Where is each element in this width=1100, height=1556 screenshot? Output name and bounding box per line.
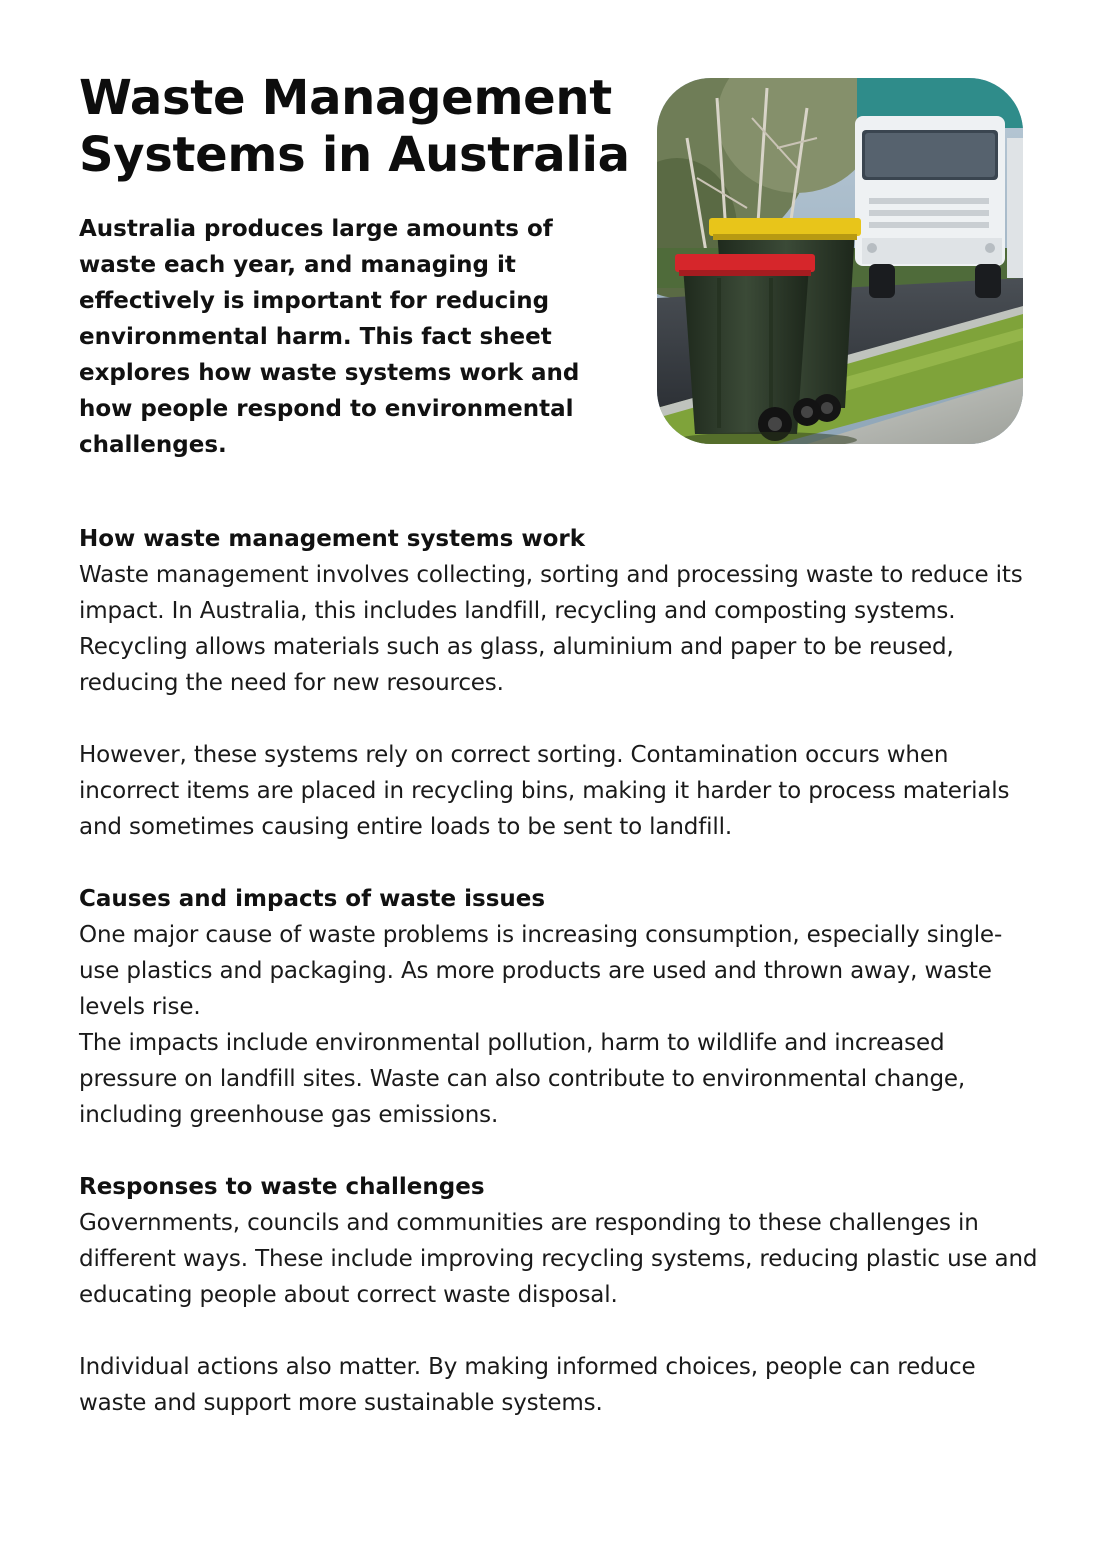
section-paragraph: The impacts include environmental pollution, harm to wildlife and increased pressure on landfill sites. Waste can also contribute to environmental change, including greenhouse gas emissions. <box>79 1030 966 1128</box>
bins-and-truck-photo <box>657 78 1023 444</box>
intro-paragraph: Australia produces large amounts of waste each year, and managing it effectively is important for reducing environmental harm. This fact sheet explores how waste systems work and how people respond to environmental challenges. <box>79 216 580 458</box>
page-title-line-2: Systems in Australia <box>79 127 630 183</box>
section-paragraph: Waste management involves collecting, sorting and processing waste to reduce its impact. In Australia, this includes landfill, recycling and composting systems. Recycling allows materials such as glass, aluminium and paper to be reused, reducing the need for new resources. <box>79 562 1023 696</box>
body-content <box>79 521 1039 1421</box>
section-how-systems-work <box>79 521 1039 845</box>
section-responses <box>79 1169 1039 1421</box>
section-heading: How waste management systems work <box>79 526 586 552</box>
page-title <box>79 70 639 184</box>
section-causes-impacts <box>79 881 1039 1133</box>
section-paragraph: One major cause of waste problems is increasing consumption, especially single-use plastics and packaging. As more products are used and thrown away, waste levels rise. <box>79 922 1003 1020</box>
page-title-line-1: Waste Management <box>79 70 612 126</box>
section-heading: Responses to waste challenges <box>79 1174 485 1200</box>
section-heading: Causes and impacts of waste issues <box>79 886 546 912</box>
section-paragraph: Governments, councils and communities are responding to these challenges in different ways. These include improving recycling systems, reducing plastic use and educating people about correct waste disposal. <box>79 1210 1038 1308</box>
section-paragraph: Individual actions also matter. By making informed choices, people can reduce waste and support more sustainable systems. <box>79 1354 976 1416</box>
section-paragraph: However, these systems rely on correct sorting. Contamination occurs when incorrect items are placed in recycling bins, making it harder to process materials and sometimes causing entire loads to be sent to landfill. <box>79 742 1010 840</box>
